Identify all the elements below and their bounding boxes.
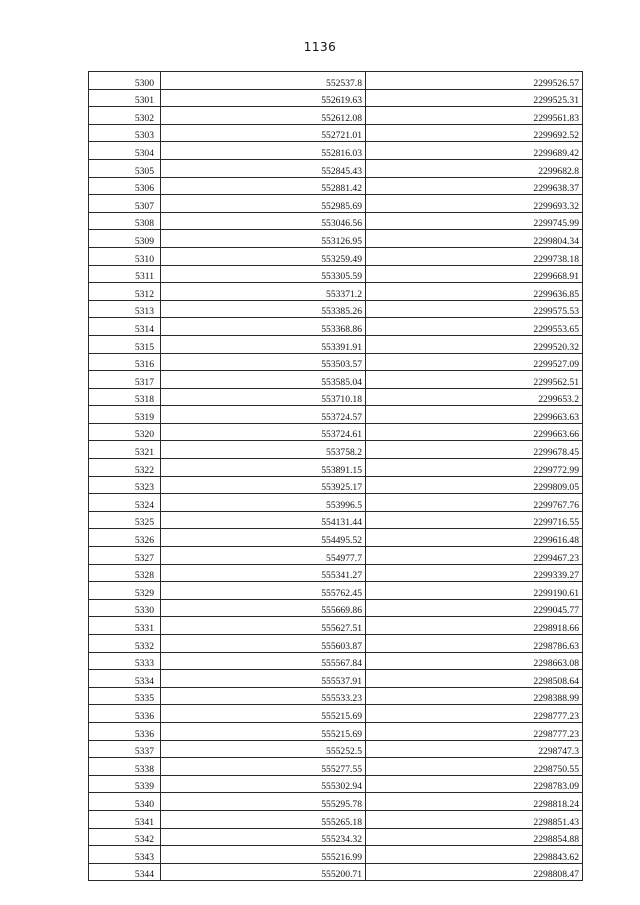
y-coordinate-cell: 2299520.32 [366,335,583,353]
x-coordinate-cell: 555215.69 [161,705,366,723]
x-coordinate-cell: 555603.87 [161,635,366,653]
table-row [89,388,583,406]
x-coordinate-cell: 553391.91 [161,335,366,353]
point-number-cell: 5336 [89,705,161,723]
table-row [89,283,583,301]
y-coordinate-cell: 2299809.05 [366,476,583,494]
point-number-cell: 5306 [89,177,161,195]
x-coordinate-cell: 555537.91 [161,670,366,688]
point-number-cell: 5324 [89,494,161,512]
point-number-cell: 5344 [89,863,161,881]
y-coordinate-cell: 2299745.99 [366,212,583,230]
x-coordinate-cell: 555234.32 [161,828,366,846]
y-coordinate-cell: 2299616.48 [366,529,583,547]
point-number-cell: 5341 [89,810,161,828]
y-coordinate-cell: 2298854.88 [366,828,583,846]
table-row [89,547,583,565]
point-number-cell: 5307 [89,195,161,213]
x-coordinate-cell: 555762.45 [161,582,366,600]
point-number-cell: 5323 [89,476,161,494]
table-row [89,599,583,617]
point-number-cell: 5335 [89,687,161,705]
y-coordinate-cell: 2298508.64 [366,670,583,688]
point-number-cell: 5322 [89,459,161,477]
x-coordinate-cell: 553503.57 [161,353,366,371]
table-row [89,722,583,740]
table-row [89,195,583,213]
x-coordinate-cell: 555669.86 [161,599,366,617]
table-row [89,582,583,600]
table-row [89,705,583,723]
x-coordinate-cell: 555215.69 [161,722,366,740]
y-coordinate-cell: 2299804.34 [366,230,583,248]
y-coordinate-cell: 2299767.76 [366,494,583,512]
x-coordinate-cell: 553368.86 [161,318,366,336]
point-number-cell: 5319 [89,406,161,424]
table-row [89,863,583,881]
point-number-cell: 5305 [89,159,161,177]
y-coordinate-cell: 2299678.45 [366,441,583,459]
x-coordinate-cell: 552537.8 [161,72,366,90]
x-coordinate-cell: 552985.69 [161,195,366,213]
point-number-cell: 5313 [89,300,161,318]
y-coordinate-cell: 2298808.47 [366,863,583,881]
table-row [89,89,583,107]
y-coordinate-cell: 2298747.3 [366,740,583,758]
point-number-cell: 5312 [89,283,161,301]
x-coordinate-cell: 554131.44 [161,511,366,529]
y-coordinate-cell: 2299689.42 [366,142,583,160]
x-coordinate-cell: 555216.99 [161,846,366,864]
y-coordinate-cell: 2298663.08 [366,652,583,670]
point-number-cell: 5303 [89,124,161,142]
x-coordinate-cell: 555265.18 [161,810,366,828]
y-coordinate-cell: 2299682.8 [366,159,583,177]
y-coordinate-cell: 2299772.99 [366,459,583,477]
table-row [89,72,583,90]
point-number-cell: 5343 [89,846,161,864]
point-number-cell: 5339 [89,775,161,793]
table-row [89,617,583,635]
x-coordinate-cell: 553891.15 [161,459,366,477]
x-coordinate-cell: 553585.04 [161,371,366,389]
table-row [89,670,583,688]
point-number-cell: 5301 [89,89,161,107]
page-number: 1136 [303,40,337,54]
point-number-cell: 5300 [89,72,161,90]
table-row [89,494,583,512]
x-coordinate-cell: 552721.01 [161,124,366,142]
table-row [89,459,583,477]
table-row [89,635,583,653]
point-number-cell: 5309 [89,230,161,248]
point-number-cell: 5330 [89,599,161,617]
table-row [89,353,583,371]
point-number-cell: 5318 [89,388,161,406]
x-coordinate-cell: 555533.23 [161,687,366,705]
table-row [89,441,583,459]
x-coordinate-cell: 555627.51 [161,617,366,635]
x-coordinate-cell: 553259.49 [161,247,366,265]
point-number-cell: 5336 [89,722,161,740]
x-coordinate-cell: 555341.27 [161,564,366,582]
table-row [89,476,583,494]
point-number-cell: 5342 [89,828,161,846]
y-coordinate-cell: 2298818.24 [366,793,583,811]
point-number-cell: 5316 [89,353,161,371]
point-number-cell: 5329 [89,582,161,600]
y-coordinate-cell: 2299525.31 [366,89,583,107]
table-row [89,529,583,547]
table-row [89,159,583,177]
y-coordinate-cell: 2299339.27 [366,564,583,582]
table-row [89,511,583,529]
table-row [89,335,583,353]
y-coordinate-cell: 2299692.52 [366,124,583,142]
y-coordinate-cell: 2299467.23 [366,547,583,565]
y-coordinate-cell: 2299716.55 [366,511,583,529]
table-row [89,775,583,793]
y-coordinate-cell: 2299693.32 [366,195,583,213]
point-number-cell: 5325 [89,511,161,529]
x-coordinate-cell: 552845.43 [161,159,366,177]
x-coordinate-cell: 553758.2 [161,441,366,459]
y-coordinate-cell: 2299663.63 [366,406,583,424]
point-number-cell: 5333 [89,652,161,670]
y-coordinate-cell: 2298843.62 [366,846,583,864]
x-coordinate-cell: 555252.5 [161,740,366,758]
x-coordinate-cell: 553724.61 [161,423,366,441]
x-coordinate-cell: 552816.03 [161,142,366,160]
x-coordinate-cell: 554495.52 [161,529,366,547]
point-number-cell: 5334 [89,670,161,688]
x-coordinate-cell: 555302.94 [161,775,366,793]
x-coordinate-cell: 553385.26 [161,300,366,318]
point-number-cell: 5327 [89,547,161,565]
table-row [89,177,583,195]
y-coordinate-cell: 2298777.23 [366,722,583,740]
table-row [89,124,583,142]
y-coordinate-cell: 2299527.09 [366,353,583,371]
point-number-cell: 5320 [89,423,161,441]
y-coordinate-cell: 2299190.61 [366,582,583,600]
y-coordinate-cell: 2299653.2 [366,388,583,406]
table-row [89,247,583,265]
y-coordinate-cell: 2299575.53 [366,300,583,318]
x-coordinate-cell: 553046.56 [161,212,366,230]
y-coordinate-cell: 2298918.66 [366,617,583,635]
y-coordinate-cell: 2298783.09 [366,775,583,793]
coordinates-table-body [89,72,583,881]
y-coordinate-cell: 2299553.65 [366,318,583,336]
table-row [89,265,583,283]
y-coordinate-cell: 2299562.51 [366,371,583,389]
x-coordinate-cell: 555200.71 [161,863,366,881]
point-number-cell: 5331 [89,617,161,635]
x-coordinate-cell: 553710.18 [161,388,366,406]
x-coordinate-cell: 553126.95 [161,230,366,248]
x-coordinate-cell: 552612.08 [161,107,366,125]
point-number-cell: 5304 [89,142,161,160]
table-row [89,846,583,864]
x-coordinate-cell: 552881.42 [161,177,366,195]
table-row [89,740,583,758]
point-number-cell: 5311 [89,265,161,283]
point-number-cell: 5302 [89,107,161,125]
y-coordinate-cell: 2298750.55 [366,758,583,776]
x-coordinate-cell: 554977.7 [161,547,366,565]
table-row [89,687,583,705]
table-row [89,652,583,670]
point-number-cell: 5321 [89,441,161,459]
table-row [89,758,583,776]
point-number-cell: 5314 [89,318,161,336]
table-row [89,810,583,828]
y-coordinate-cell: 2298777.23 [366,705,583,723]
table-row [89,564,583,582]
point-number-cell: 5328 [89,564,161,582]
point-number-cell: 5340 [89,793,161,811]
y-coordinate-cell: 2298786.63 [366,635,583,653]
point-number-cell: 5337 [89,740,161,758]
table-row [89,423,583,441]
point-number-cell: 5310 [89,247,161,265]
y-coordinate-cell: 2299636.85 [366,283,583,301]
y-coordinate-cell: 2299663.66 [366,423,583,441]
x-coordinate-cell: 553925.17 [161,476,366,494]
y-coordinate-cell: 2299638.37 [366,177,583,195]
table-row [89,212,583,230]
table-row [89,318,583,336]
point-number-cell: 5338 [89,758,161,776]
table-row [89,230,583,248]
point-number-cell: 5308 [89,212,161,230]
point-number-cell: 5315 [89,335,161,353]
y-coordinate-cell: 2299561.83 [366,107,583,125]
table-row [89,793,583,811]
point-number-cell: 5317 [89,371,161,389]
x-coordinate-cell: 552619.63 [161,89,366,107]
x-coordinate-cell: 553996.5 [161,494,366,512]
x-coordinate-cell: 555567.84 [161,652,366,670]
table-row [89,828,583,846]
table-row [89,406,583,424]
x-coordinate-cell: 553724.57 [161,406,366,424]
y-coordinate-cell: 2298851.43 [366,810,583,828]
y-coordinate-cell: 2299526.57 [366,72,583,90]
y-coordinate-cell: 2299045.77 [366,599,583,617]
table-row [89,142,583,160]
table-row [89,371,583,389]
x-coordinate-cell: 555277.55 [161,758,366,776]
table-row [89,107,583,125]
x-coordinate-cell: 553305.59 [161,265,366,283]
x-coordinate-cell: 555295.78 [161,793,366,811]
table-row [89,300,583,318]
coordinates-table [88,71,583,881]
y-coordinate-cell: 2298388.99 [366,687,583,705]
y-coordinate-cell: 2299668.91 [366,265,583,283]
y-coordinate-cell: 2299738.18 [366,247,583,265]
point-number-cell: 5332 [89,635,161,653]
point-number-cell: 5326 [89,529,161,547]
x-coordinate-cell: 553371.2 [161,283,366,301]
